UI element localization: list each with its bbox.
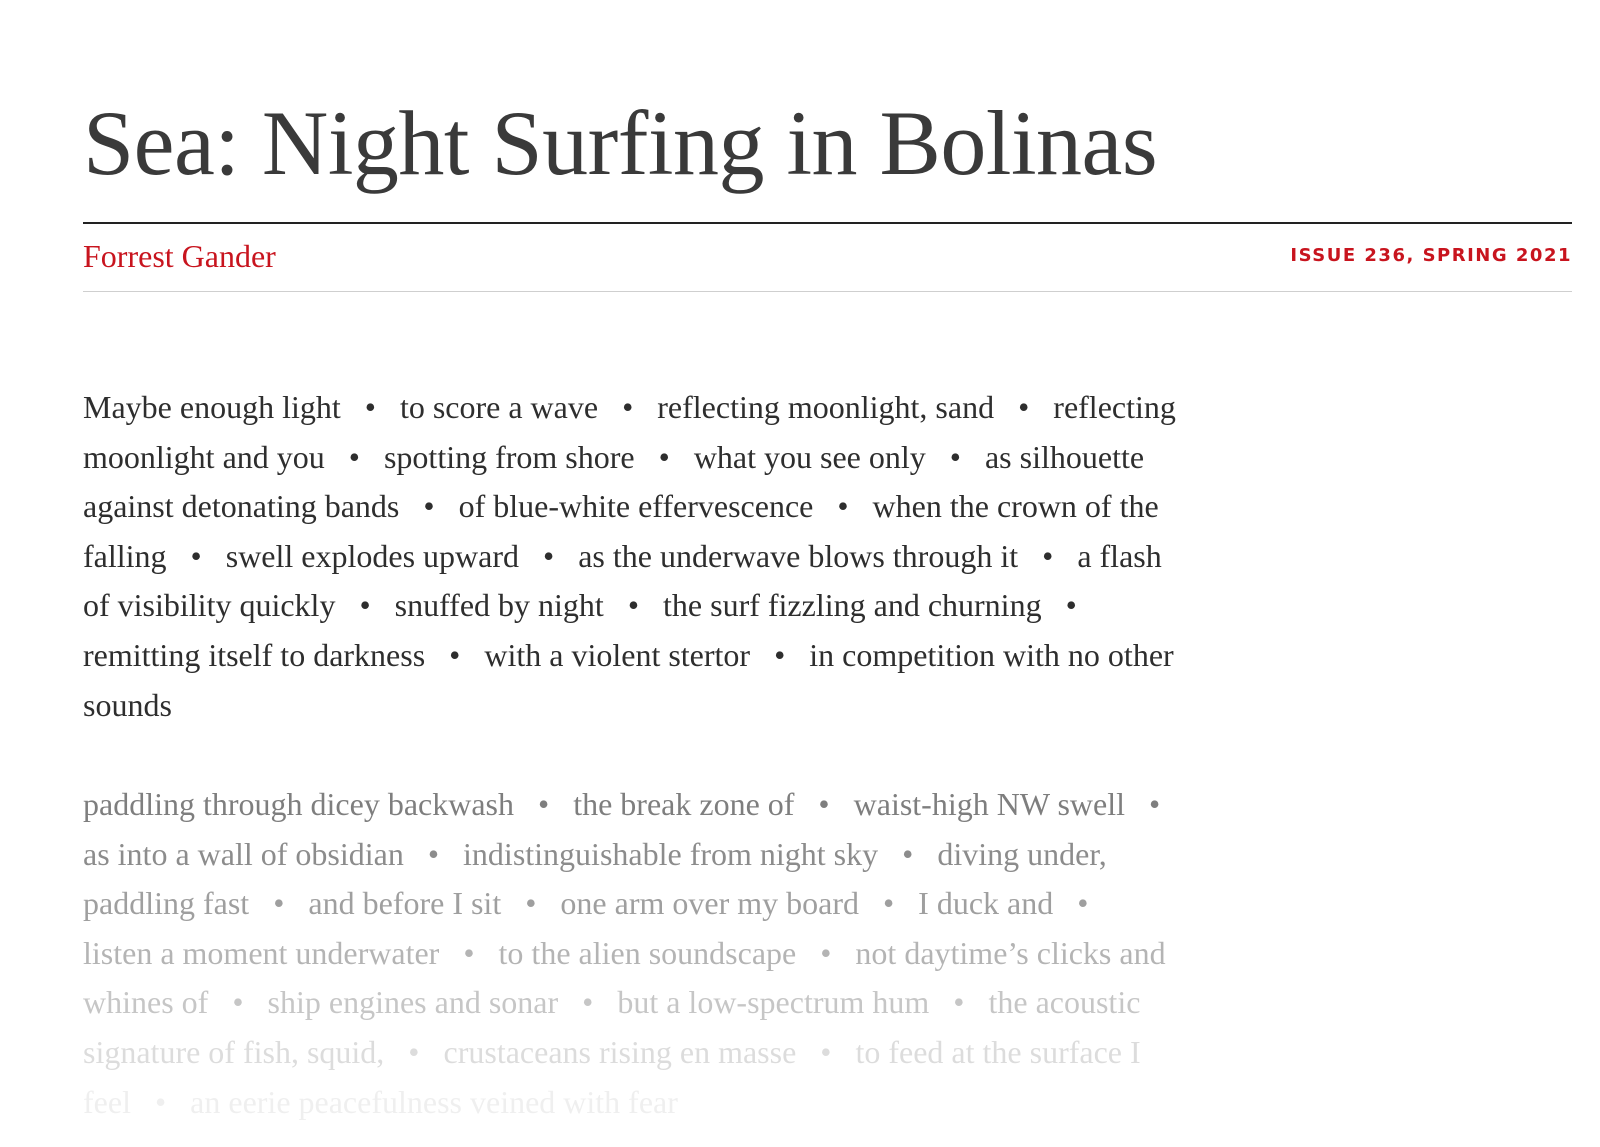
poem-stanza-1	[83, 383, 1283, 730]
poem-line: listen a moment underwater • to the alien soundscape • not daytime’s clicks and	[83, 934, 1166, 971]
poem-line: remitting itself to darkness • with a violent stertor • in competition with no other	[83, 636, 1174, 673]
author-link[interactable]: Forrest Gander	[83, 238, 276, 274]
poem-line: sounds	[83, 686, 172, 723]
poem-line: paddling through dicey backwash • the break zone of • waist-high NW swell •	[83, 786, 1161, 822]
byline-row	[83, 236, 1572, 276]
poem-line: moonlight and you • spotting from shore • what you see only • as silhouette	[83, 438, 1145, 475]
poem-line: against detonating bands • of blue-white effervescence • when the crown of the	[83, 488, 1159, 525]
poem-line: paddling fast • and before I sit • one arm over my board • I duck and •	[83, 885, 1089, 922]
poem-line: feel • an eerie peacefulness veined with fear	[83, 1083, 678, 1120]
byline-divider	[83, 291, 1572, 292]
poem-line: signature of fish, squid, • crustaceans rising en masse • to feed at the surface I	[83, 1033, 1141, 1070]
poem-line: of visibility quickly • snuffed by night • the surf fizzling and churning •	[83, 587, 1077, 624]
poem-line: falling • swell explodes upward • as the underwave blows through it • a flash	[83, 537, 1162, 574]
poem-line: Maybe enough light • to score a wave • reflecting moonlight, sand • reflecting	[83, 389, 1176, 425]
poem-line: whines of • ship engines and sonar • but a low-spectrum hum • the acoustic	[83, 984, 1141, 1021]
poem-line: as into a wall of obsidian • indistinguishable from night sky • diving under,	[83, 835, 1107, 872]
article-title: Sea: Night Surfing in Bolinas	[83, 92, 1158, 194]
title-divider	[83, 222, 1572, 224]
issue-link[interactable]: ISSUE 236, SPRING 2021	[1290, 245, 1572, 266]
poem-stanza-2	[83, 780, 1283, 1127]
